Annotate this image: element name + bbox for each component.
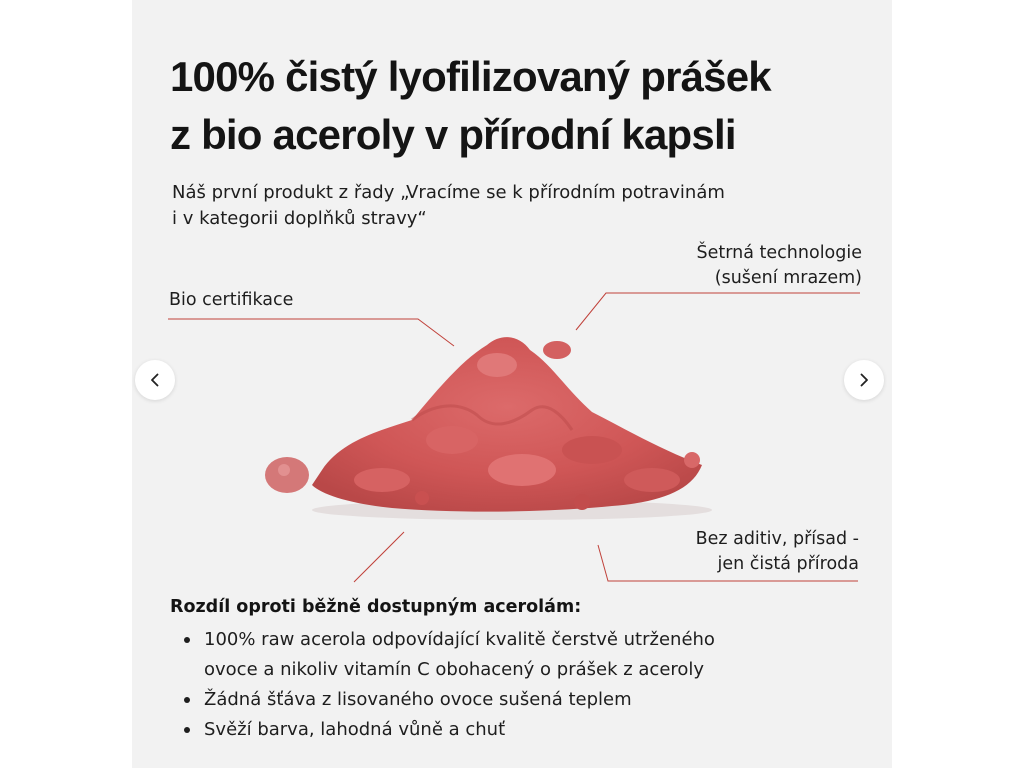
pointer-bottom-left (354, 532, 404, 582)
bullet-dot-icon (184, 697, 190, 703)
subtitle-line-1: Náš první produkt z řady „Vracíme se k přírodním potravinám (172, 182, 725, 203)
callout-bio-label: Bio certifikace (169, 290, 294, 310)
difference-list (170, 625, 870, 745)
slide-subtitle (172, 180, 812, 232)
list-item (170, 625, 870, 685)
list-item (170, 715, 870, 745)
callout-additives-line-1: Bez aditiv, přísad - (695, 529, 859, 549)
callout-technology-line-1: Šetrná technologie (696, 243, 862, 263)
difference-heading: Rozdíl oproti běžně dostupným acerolám: (170, 597, 582, 617)
bullet-3-line-1: Svěží barva, lahodná vůně a chuť (204, 719, 506, 740)
bullet-dot-icon (184, 727, 190, 733)
callout-additives (696, 527, 859, 577)
callout-bio (169, 288, 293, 313)
slide-title (170, 48, 870, 164)
bullet-1-line-2: ovoce a nikoliv vitamín C obohacený o prášek z aceroly (204, 659, 705, 680)
acerola-powder-image (262, 320, 722, 530)
subtitle-line-2: i v kategorii doplňků stravy“ (172, 208, 427, 229)
callout-technology-line-2: (sušení mrazem) (714, 268, 862, 288)
next-slide-button[interactable] (844, 360, 884, 400)
bullet-2-line-1: Žádná šťáva z lisovaného ovoce sušená teplem (204, 689, 632, 710)
list-item (170, 685, 870, 715)
slide-panel (132, 0, 892, 768)
chevron-right-icon (856, 372, 872, 388)
prev-slide-button[interactable] (135, 360, 175, 400)
callout-additives-line-2: jen čistá příroda (717, 554, 859, 574)
chevron-left-icon (147, 372, 163, 388)
title-line-1: 100% čistý lyofilizovaný prášek (170, 53, 771, 100)
bullet-dot-icon (184, 637, 190, 643)
bullet-1-line-1: 100% raw acerola odpovídající kvalitě čerstvě utrženého (204, 629, 715, 650)
title-line-2: z bio aceroly v přírodní kapsli (170, 111, 736, 158)
callout-technology (697, 241, 862, 291)
